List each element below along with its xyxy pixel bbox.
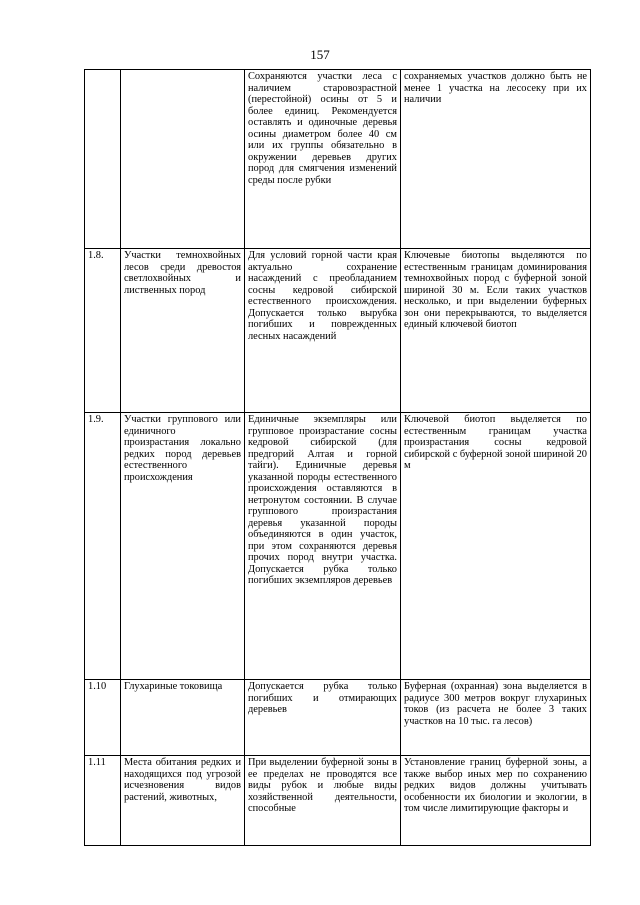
buffer-cell: Установление границ буферной зоны, а также выбор иных мер по сохранению редких видов должны учитывать особенности их биологии и экологии, в том числе лимитирующие факторы и: [401, 756, 591, 846]
regime-cell: Единичные экземпляры или групповое произрастание сосны кедровой сибирской (для предгорий Алтая и горной тайги). Единичные деревья указанной породы естественного происхождения оставляются в нетронутом состоянии. В случае группового произрастания деревья указанной породы объединяются в один участок, при этом сохраняются деревья прочих пород внутри участка. Допускается рубка только погибших экземпляров деревьев: [245, 413, 401, 680]
object-cell: Участки темнохвойных лесов среди древостоя светлохвойных и лиственных пород: [121, 249, 245, 413]
key-biotopes-table: [84, 69, 591, 846]
buffer-cell: Ключевой биотоп выделяется по естественным границам участка произрастания сосны кедровой сибирской с буферной зоной шириной 20 м: [401, 413, 591, 680]
buffer-cell: Ключевые биотопы выделяются по естественным границам доминирования темнохвойных пород с буферной зоной шириной 30 м. Если таких участков несколько, и при выделении буферных зон они перекрываются, то выделяется единый ключевой биотоп: [401, 249, 591, 413]
row-number: 1.8.: [85, 249, 121, 413]
regime-cell: Сохраняются участки леса с наличием старовозрастной (перестойной) осины от 5 и более единиц. Рекомендуется оставлять и одиночные деревья осины диаметром более 40 см или их группы обязательно в окружении деревьев других пород для смягчения изменений среды после рубки: [245, 70, 401, 249]
buffer-cell: сохраняемых участков должно быть не менее 1 участка на лесосеку при их наличии: [401, 70, 591, 249]
buffer-cell: Буферная (охранная) зона выделяется в радиусе 300 метров вокруг глухариных токов (из расчета не более 3 таких участков на 10 тыс. га лесов): [401, 680, 591, 756]
table-row: [85, 249, 591, 413]
object-cell: Места обитания редких и находящихся под угрозой исчезновения видов растений, животных,: [121, 756, 245, 846]
table-row: [85, 680, 591, 756]
row-number: [85, 70, 121, 249]
row-number: 1.10: [85, 680, 121, 756]
table-row: [85, 413, 591, 680]
row-number: 1.9.: [85, 413, 121, 680]
object-cell: Участки группового или единичного произрастания локально редких пород деревьев естественного происхождения: [121, 413, 245, 680]
row-number: 1.11: [85, 756, 121, 846]
table-row: [85, 756, 591, 846]
regime-cell: При выделении буферной зоны в ее пределах не проводятся все виды рубок и любые виды хозяйственной деятельности, способные: [245, 756, 401, 846]
table-row: [85, 70, 591, 249]
regime-cell: Допускается рубка только погибших и отмирающих деревьев: [245, 680, 401, 756]
object-cell: Глухариные токовища: [121, 680, 245, 756]
page-number: 157: [310, 47, 330, 62]
regime-cell: Для условий горной части края актуально сохранение насаждений с преобладанием сосны кедровой сибирской естественного происхождения. Допускается только вырубка погибших и поврежденных лесных насаждений: [245, 249, 401, 413]
object-cell: [121, 70, 245, 249]
